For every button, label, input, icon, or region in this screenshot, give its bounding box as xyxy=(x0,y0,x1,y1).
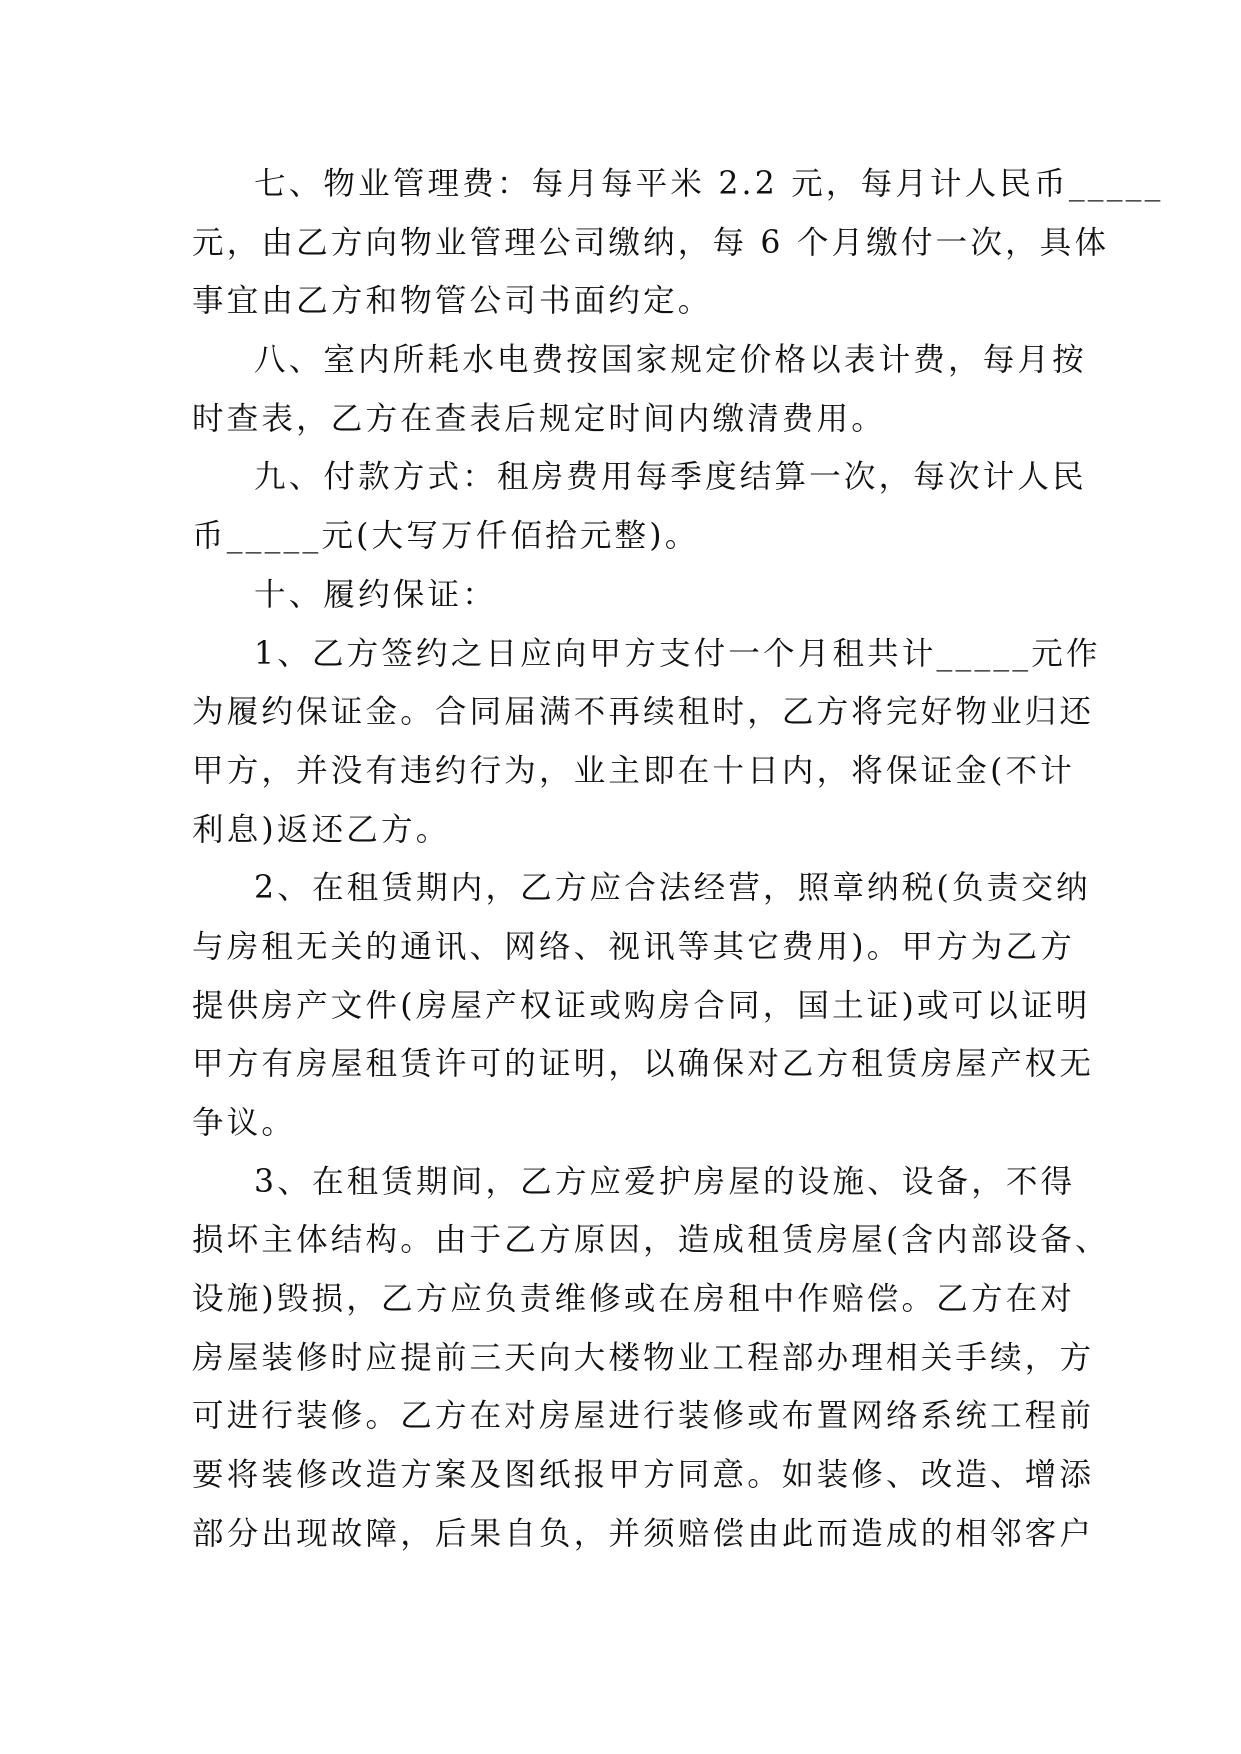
paragraph-utilities xyxy=(192,331,1087,448)
text-line: 八、室内所耗水电费按国家规定价格以表计费，每月按 xyxy=(254,342,1087,379)
text-line: 利息)返还乙方。 xyxy=(192,811,451,848)
text-line: 甲方有房屋租赁许可的证明，以确保对乙方租赁房屋产权无 xyxy=(192,1046,1095,1083)
contract-text xyxy=(192,155,1164,1564)
text-line: 1、乙方签约之日应向甲方支付一个月租共计_____元作 xyxy=(254,635,1101,672)
text-line: 时查表，乙方在查表后规定时间内缴清费用。 xyxy=(192,400,887,437)
text-line: 2、在租赁期内，乙方应合法经营，照章纳税(负责交纳 xyxy=(254,870,1091,907)
paragraph-clause-2 xyxy=(192,859,1095,1152)
text-line: 币_____元(大写万仟佰拾元整)。 xyxy=(192,518,700,555)
text-line: 九、付款方式：租房费用每季度结算一次，每次计人民 xyxy=(254,459,1087,496)
text-line: 部分出现故障，后果自负，并须赔偿由此而造成的相邻客户 xyxy=(192,1515,1095,1552)
text-line: 元，由乙方向物业管理公司缴纳，每 6 个月缴付一次，具体 xyxy=(192,224,1110,261)
text-line: 要将装修改造方案及图纸报甲方同意。如装修、改造、增添 xyxy=(192,1457,1095,1494)
text-line: 争议。 xyxy=(192,1105,297,1141)
paragraph-property-fee xyxy=(192,155,1164,331)
text-line: 事宜由乙方和物管公司书面约定。 xyxy=(192,283,713,320)
paragraph-payment-method xyxy=(192,448,1087,565)
paragraph-guarantee-heading xyxy=(192,566,1052,625)
text-line: 七、物业管理费：每月每平米 2.2 元，每月计人民币_____ xyxy=(254,166,1164,202)
section-heading: 十、履约保证： xyxy=(254,576,497,613)
paragraph-clause-3 xyxy=(192,1153,1110,1564)
text-line: 设施)毁损，乙方应负责维修或在房租中作赔偿。乙方在对 xyxy=(192,1281,1075,1318)
text-line: 甲方，并没有违约行为，业主即在十日内，将保证金(不计 xyxy=(192,752,1075,789)
text-line: 可进行装修。乙方在对房屋进行装修或布置网络系统工程前 xyxy=(192,1398,1095,1435)
text-line: 3、在租赁期间，乙方应爱护房屋的设施、设备，不得 xyxy=(254,1163,1076,1200)
text-line: 提供房产文件(房屋产权证或购房合同，国土证)或可以证明 xyxy=(192,987,1091,1024)
text-line: 与房租无关的通讯、网络、视讯等其它费用)。甲方为乙方 xyxy=(192,928,1075,965)
text-line: 损坏主体结构。由于乙方原因，造成租赁房屋(含内部设备、 xyxy=(192,1222,1110,1259)
text-line: 为履约保证金。合同届满不再续租时，乙方将完好物业归还 xyxy=(192,694,1095,731)
text-line: 房屋装修时应提前三天向大楼物业工程部办理相关手续，方 xyxy=(192,1339,1095,1376)
paragraph-clause-1 xyxy=(192,625,1101,860)
